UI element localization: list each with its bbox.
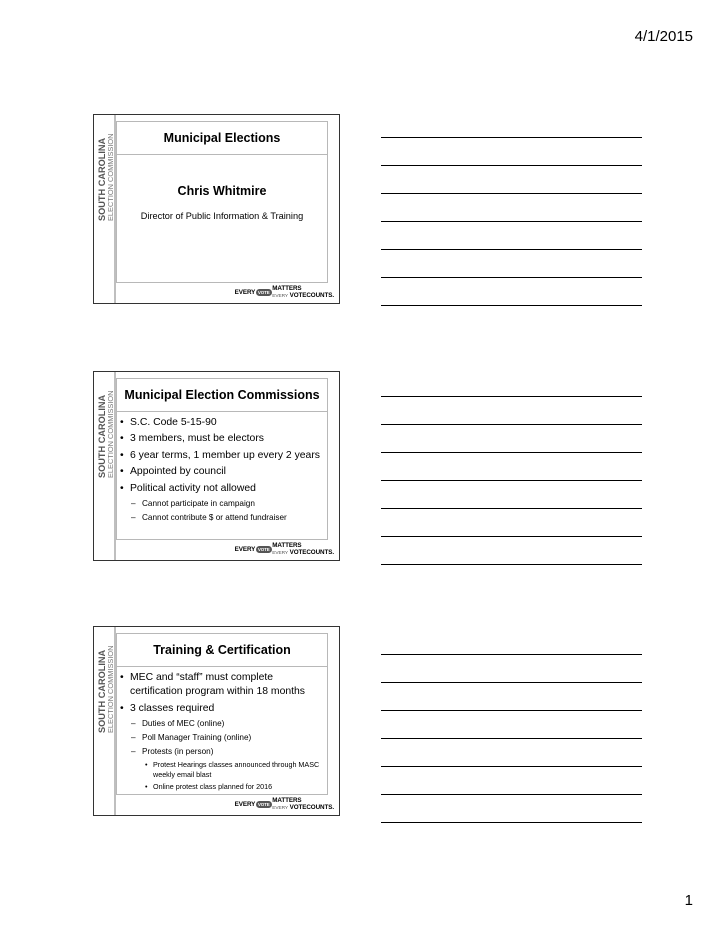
brand-logo [96,121,114,221]
notes-line [381,452,642,453]
slide-title: Municipal Elections [116,121,328,155]
bullet-item: • Appointed by council [117,465,327,479]
tagline-logo: EVERY VOTE MATTERS EVERY VOTECOUNTS. [234,797,334,811]
presenter-name: Chris Whitmire [177,184,267,198]
slide-content [116,667,328,795]
notes-line [381,564,642,565]
sub-bullet-item: – Cannot contribute $ or attend fundraiser [117,512,327,524]
bullet-item: • S.C. Code 5-15-90 [117,416,327,430]
page-date: 4/1/2015 [634,28,693,45]
sub-sub-bullet-item: • Protest Hearings classes announced through MASC weekly email blast [117,760,327,779]
sidebar [94,372,116,560]
bullet-item: • Political activity not allowed [117,482,327,496]
presenter-role: Director of Public Information & Training [140,211,304,221]
tagline-logo: EVERY VOTE MATTERS EVERY VOTECOUNTS. [234,542,334,556]
bullet-item: • 3 classes required [117,702,327,716]
tagline-logo: EVERY VOTE MATTERS EVERY VOTECOUNTS. [234,285,334,299]
page-number: 1 [684,892,693,909]
bullet-item: • MEC and “staff” must complete certification program within 18 months [117,671,327,700]
svg-text:SOUTH CAROLINA: SOUTH CAROLINA [97,394,107,478]
notes-line [381,710,642,711]
sidebar [94,115,116,303]
brand-logo [96,633,114,733]
notes-line [381,682,642,683]
notes-line [381,277,642,278]
slide-title: Training & Certification [116,633,328,667]
notes-line [381,221,642,222]
notes-line [381,654,642,655]
bullet-item: • 3 members, must be electors [117,432,327,446]
notes-line [381,396,642,397]
brand-logo [96,378,114,478]
notes-line [381,305,642,306]
slide-title: Municipal Election Commissions [116,378,328,412]
brand-line2: ELECTION COMMISSION [106,133,115,221]
slide-3 [93,626,340,816]
sub-bullet-item: – Cannot participate in campaign [117,498,327,510]
notes-line [381,193,642,194]
bullet-item: • 6 year terms, 1 member up every 2 years [117,449,327,463]
brand-line1: SOUTH CAROLINA [97,137,107,221]
notes-line [381,480,642,481]
slide-content [116,412,328,540]
sidebar [94,627,116,815]
notes-line [381,424,642,425]
sub-bullet-item: – Duties of MEC (online) [117,718,327,730]
notes-line [381,794,642,795]
notes-line [381,766,642,767]
sub-bullet-item: – Poll Manager Training (online) [117,732,327,744]
slide-1 [93,114,340,304]
notes-line [381,165,642,166]
notes-line [381,536,642,537]
svg-text:SOUTH CAROLINA: SOUTH CAROLINA [97,649,107,733]
slide-content [116,155,328,283]
slide-2 [93,371,340,561]
sub-bullet-item: – Protests (in person) [117,746,327,758]
notes-line [381,738,642,739]
svg-text:ELECTION COMMISSION: ELECTION COMMISSION [106,390,115,478]
sub-sub-bullet-item: • Online protest class planned for 2016 [117,782,327,791]
svg-text:ELECTION COMMISSION: ELECTION COMMISSION [106,645,115,733]
notes-line [381,508,642,509]
notes-line [381,822,642,823]
notes-line [381,137,642,138]
notes-line [381,249,642,250]
